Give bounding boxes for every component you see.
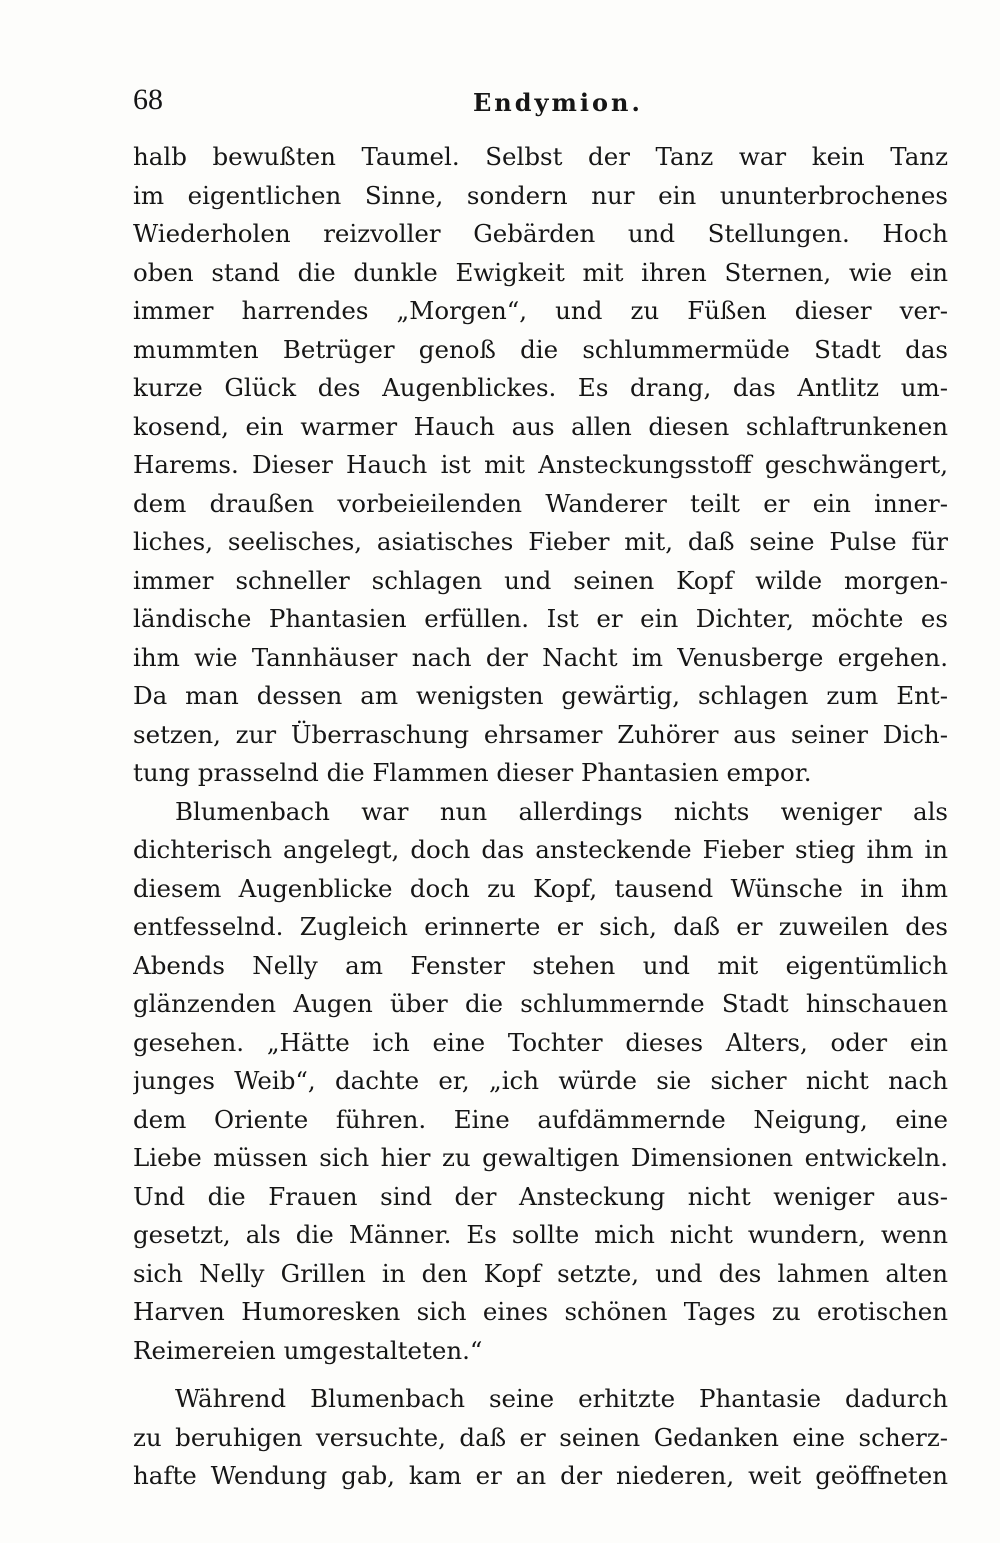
text-line: halb bewußten Taumel. Selbst der Tanz war kein Tanz — [133, 142, 948, 171]
text-line: dem Oriente führen. Eine aufdämmernde Neigung, eine — [133, 1104, 948, 1134]
page-number: 68 — [133, 83, 163, 116]
text-line: hafte Wendung gab, kam er an der niederen, weit geöffneten — [133, 1461, 948, 1490]
text-line: sich Nelly Grillen in den Kopf setzte, und des lahmen alten — [133, 1258, 948, 1288]
text-line: ländische Phantasien erfüllen. Ist er ein Dichter, möchte es — [133, 604, 948, 633]
paragraph-1 — [133, 138, 948, 793]
text-line: Blumenbach war nun allerdings nichts weniger als — [175, 796, 948, 826]
text-line: Und die Frauen sind der Ansteckung nicht weniger aus- — [133, 1181, 948, 1211]
text-line: Abends Nelly am Fenster stehen und mit eigentümlich — [133, 950, 948, 980]
text-line: immer harrendes „Morgen“, und zu Füßen dieser ver- — [133, 296, 948, 325]
text-line: gesehen. „Hätte ich eine Tochter dieses Alters, oder ein — [133, 1027, 948, 1057]
text-line: ihm wie Tannhäuser nach der Nacht im Venusberge ergehen. — [133, 642, 948, 672]
text-line: liches, seelisches, asiatisches Fieber mit, daß seine Pulse für — [133, 527, 948, 556]
text-line: mummten Betrüger genoß die schlummermüde Stadt das — [133, 334, 948, 364]
text-line: kosend, ein warmer Hauch aus allen diesen schlaftrunkenen — [133, 411, 948, 441]
text-line: Reimereien umgestalteten.“ — [133, 1335, 483, 1365]
text-line: Harems. Dieser Hauch ist mit Ansteckungsstoff geschwängert, — [133, 450, 948, 479]
text-line: dichterisch angelegt, doch das ansteckende Fieber stieg ihm in — [133, 835, 948, 864]
paragraph-3 — [133, 1380, 948, 1496]
page-header — [133, 82, 948, 122]
text-line: immer schneller schlagen und seinen Kopf wilde morgen- — [133, 565, 948, 595]
text-line: Harven Humoresken sich eines schönen Tages zu erotischen — [133, 1297, 948, 1326]
body-text — [133, 138, 948, 1496]
paragraph-gap — [133, 1370, 948, 1380]
running-head: Endymion. — [473, 88, 643, 117]
text-line: kurze Glück des Augenblickes. Es drang, das Antlitz um- — [133, 373, 948, 402]
text-line: dem draußen vorbeieilenden Wanderer teilt er ein inner- — [133, 488, 948, 518]
text-line: Während Blumenbach seine erhitzte Phantasie dadurch — [175, 1384, 948, 1413]
text-line: Da man dessen am wenigsten gewärtig, schlagen zum Ent- — [133, 681, 948, 710]
text-line: glänzenden Augen über die schlummernde Stadt hinschauen — [133, 989, 948, 1018]
text-line: setzen, zur Überraschung ehrsamer Zuhörer aus seiner Dich- — [133, 719, 948, 749]
paragraph-2 — [133, 793, 948, 1371]
text-line: Liebe müssen sich hier zu gewaltigen Dimensionen entwickeln. — [133, 1143, 948, 1172]
text-line: im eigentlichen Sinne, sondern nur ein ununterbrochenes — [133, 180, 948, 210]
text-line: oben stand die dunkle Ewigkeit mit ihren Sternen, wie ein — [133, 257, 948, 287]
text-line: gesetzt, als die Männer. Es sollte mich nicht wundern, wenn — [133, 1220, 948, 1249]
text-line: tung prasselnd die Flammen dieser Phantasien empor. — [133, 758, 812, 787]
text-line: entfesselnd. Zugleich erinnerte er sich, daß er zuweilen des — [133, 912, 948, 941]
text-line: junges Weib“, dachte er, „ich würde sie sicher nicht nach — [133, 1066, 948, 1095]
text-line: diesem Augenblicke doch zu Kopf, tausend Wünsche in ihm — [133, 873, 948, 903]
text-line: Wiederholen reizvoller Gebärden und Stellungen. Hoch — [133, 219, 948, 248]
text-line: zu beruhigen versuchte, daß er seinen Gedanken eine scherz- — [133, 1422, 948, 1452]
